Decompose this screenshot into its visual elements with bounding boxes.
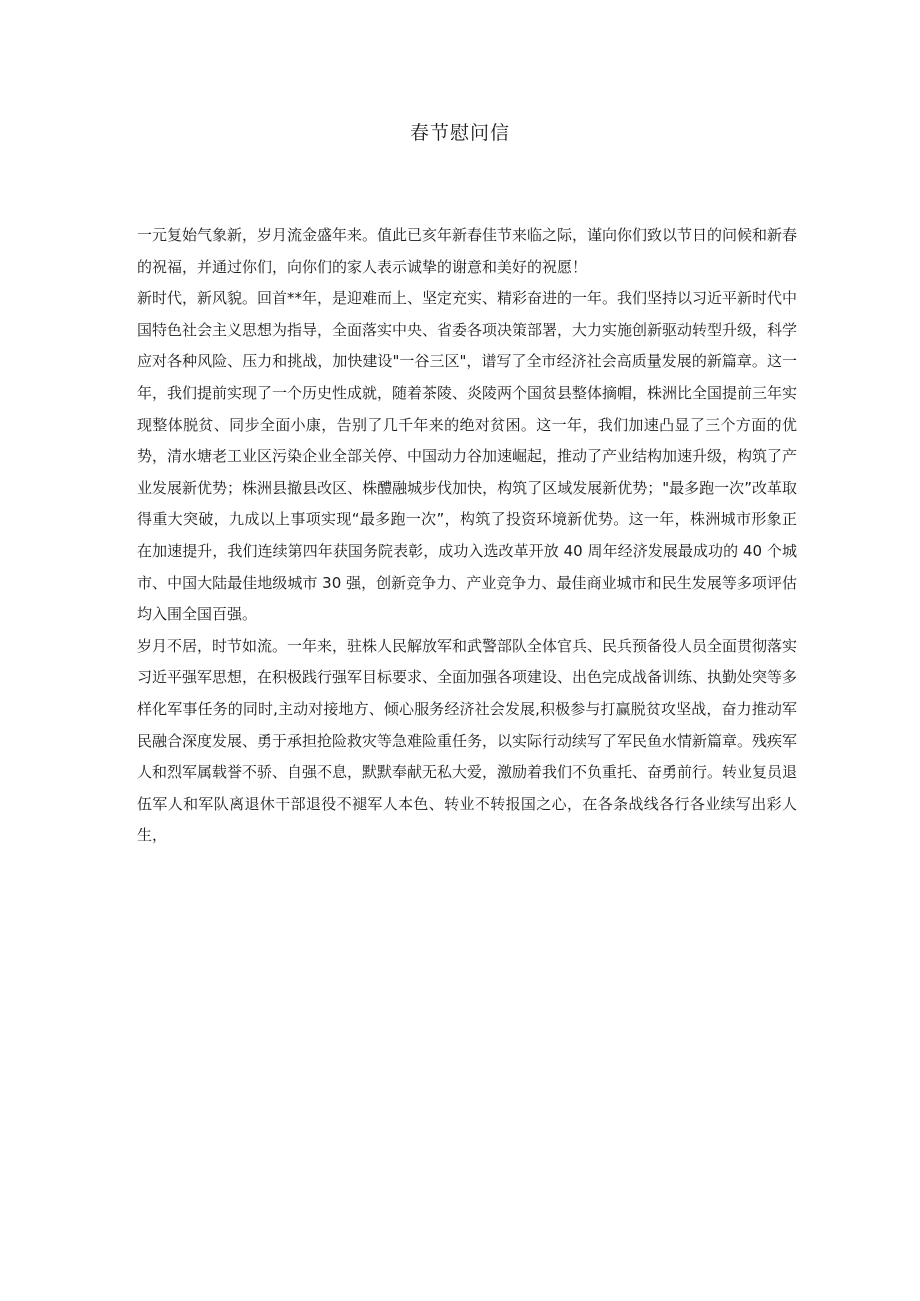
letter-body	[137, 220, 797, 852]
paragraph-military: 岁月不居，时节如流。一年来，驻株人民解放军和武警部队全体官兵、民兵预备役人员全面贯彻落实习近平强军思想，在积极践行强军目标要求、全面加强各项建设、出色完成战备训练、执勤处突等多样化军事任务的同时,主动对接地方、倾心服务经济社会发展,积极参与打赢脱贫攻坚战，奋力推动军民融合深度发展、勇于承担抢险救灾等急难险重任务，以实际行动续写了军民鱼水情新篇章。残疾军人和烈军属载誉不骄、自强不息，默默奉献无私大爱，激励着我们不负重托、奋勇前行。转业复员退伍军人和军队离退休干部退役不褪军人本色、转业不转报国之心，在各条战线各行各业续写出彩人生，	[137, 636, 798, 845]
paragraph-greeting: 一元复始气象新，岁月流金盛年来。值此已亥年新春佳节来临之际，谨向你们致以节日的问候和新春的祝福，并通过你们，向你们的家人表示诚挚的谢意和美好的祝愿！	[137, 226, 798, 276]
paragraph-new-era: 新时代，新风貌。回首**年，是迎难而上、坚定充实、精彩奋进的一年。我们坚持以习近平新时代中国特色社会主义思想为指导，全面落实中央、省委各项决策部署，大力实施创新驱动转型升级，科学应对各种风险、压力和挑战，加快建设"一谷三区"，谱写了全市经济社会高质量发展的新篇章。这一年，我们提前实现了一个历史性成就，随着茶陵、炎陵两个国贫县整体摘帽，株洲比全国提前三年实现整体脱贫、同步全面小康，告别了几千年来的绝对贫困。这一年，我们加速凸显了三个方面的优势，清水塘老工业区污染企业全部关停、中国动力谷加速崛起，推动了产业结构加速升级，构筑了产业发展新优势；株洲县撤县改区、株醴融城步伐加快，构筑了区域发展新优势；"最多跑一次”改革取得重大突破，九成以上事项实现“最多跑一次”，构筑了投资环境新优势。这一年，株洲城市形象正在加速提升，我们连续第四年获国务院表彰，成功入选改革开放 40 周年经济发展最成功的 40 个城市、中国大陆最佳地级城市 30 强，创新竞争力、产业竞争力、最佳商业城市和民生发展等多项评估均入围全国百强。	[137, 289, 798, 624]
document-title: 春节慰问信	[409, 122, 510, 144]
